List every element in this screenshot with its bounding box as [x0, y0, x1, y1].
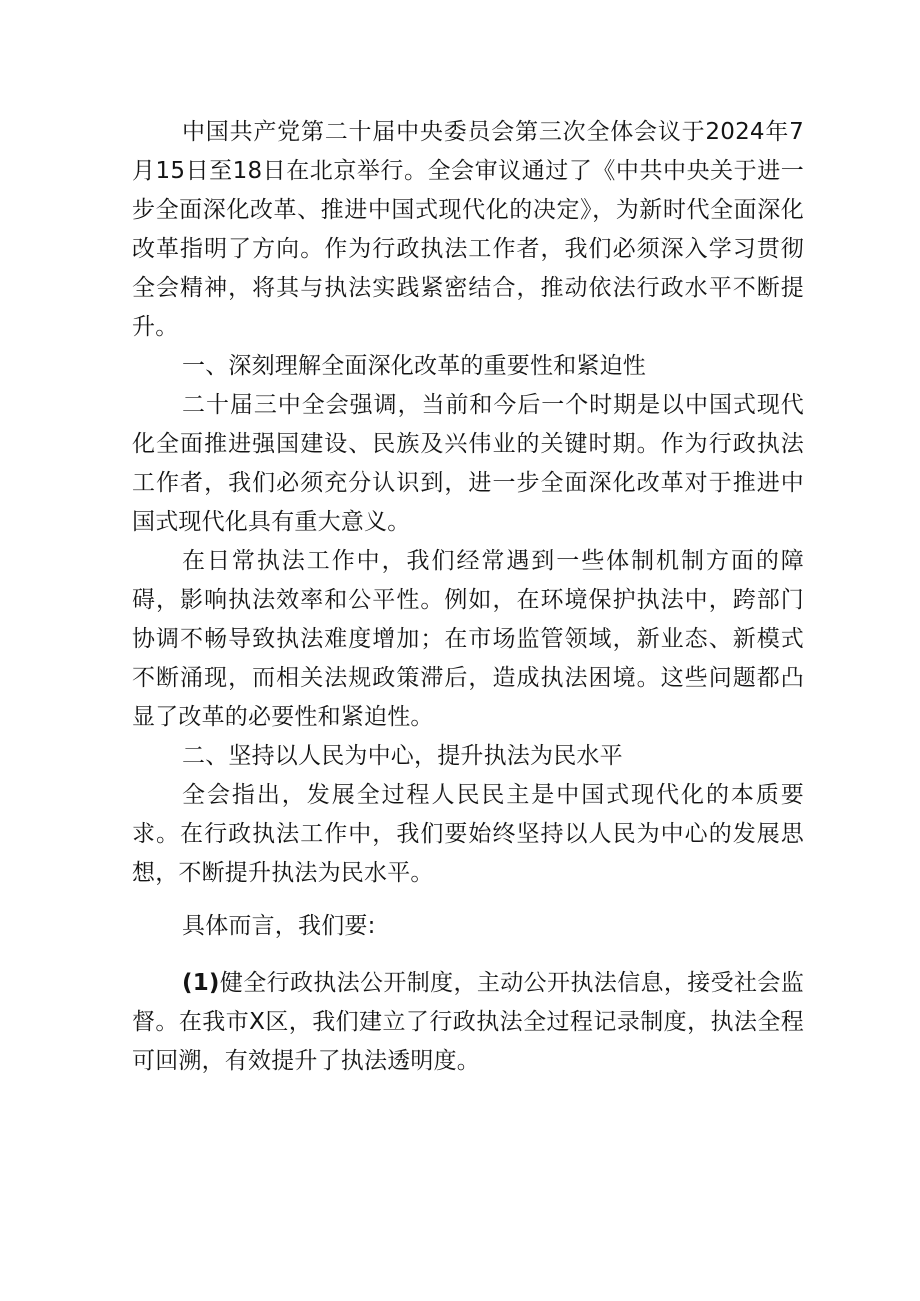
paragraph-specifics: 具体而言，我们要: [182, 913, 376, 939]
section-heading-2: 二、坚持以人民为中心，提升执法为民水平 [182, 743, 623, 769]
section-heading-1: 一、深刻理解全面深化改革的重要性和紧迫性 [182, 353, 646, 379]
paragraph-obstacles: 在日常执法工作中，我们经常遇到一些体制机制方面的障碍，影响执法效率和公平性。例如，在环境保护执法中，跨部门协调不畅导致执法难度增加；在市场监管领域，新业态、新模式不断涌现，而相关法规政策滞后，造成执法困境。这些问题都凸显了改革的必要性和紧迫性。 [132, 548, 804, 730]
list-item-1-number: (1) [182, 970, 220, 996]
document-body [132, 113, 804, 1081]
list-item-1-text: 健全行政执法公开制度，主动公开执法信息，接受社会监督。在我市X区，我们建立了行政执法全过程记录制度，执法全程可回溯，有效提升了执法透明度。 [132, 970, 804, 1074]
paragraph-importance: 二十届三中全会强调，当前和今后一个时期是以中国式现代化全面推进强国建设、民族及兴伟业的关键时期。作为行政执法工作者，我们必须充分认识到，进一步全面深化改革对于推进中国式现代化具有重大意义。 [132, 392, 804, 535]
intro-paragraph: 中国共产党第二十届中央委员会第三次全体会议于2024年7月15日至18日在北京举行。全会审议通过了《中共中央关于进一步全面深化改革、推进中国式现代化的决定》，为新时代全面深化改革指明了方向。作为行政执法工作者，我们必须深入学习贯彻全会精神，将其与执法实践紧密结合，推动依法行政水平不断提升。 [132, 119, 804, 340]
list-item-1 [132, 964, 804, 1081]
paragraph-people-centered: 全会指出，发展全过程人民民主是中国式现代化的本质要求。在行政执法工作中，我们要始终坚持以人民为中心的发展思想，不断提升执法为民水平。 [132, 782, 804, 886]
